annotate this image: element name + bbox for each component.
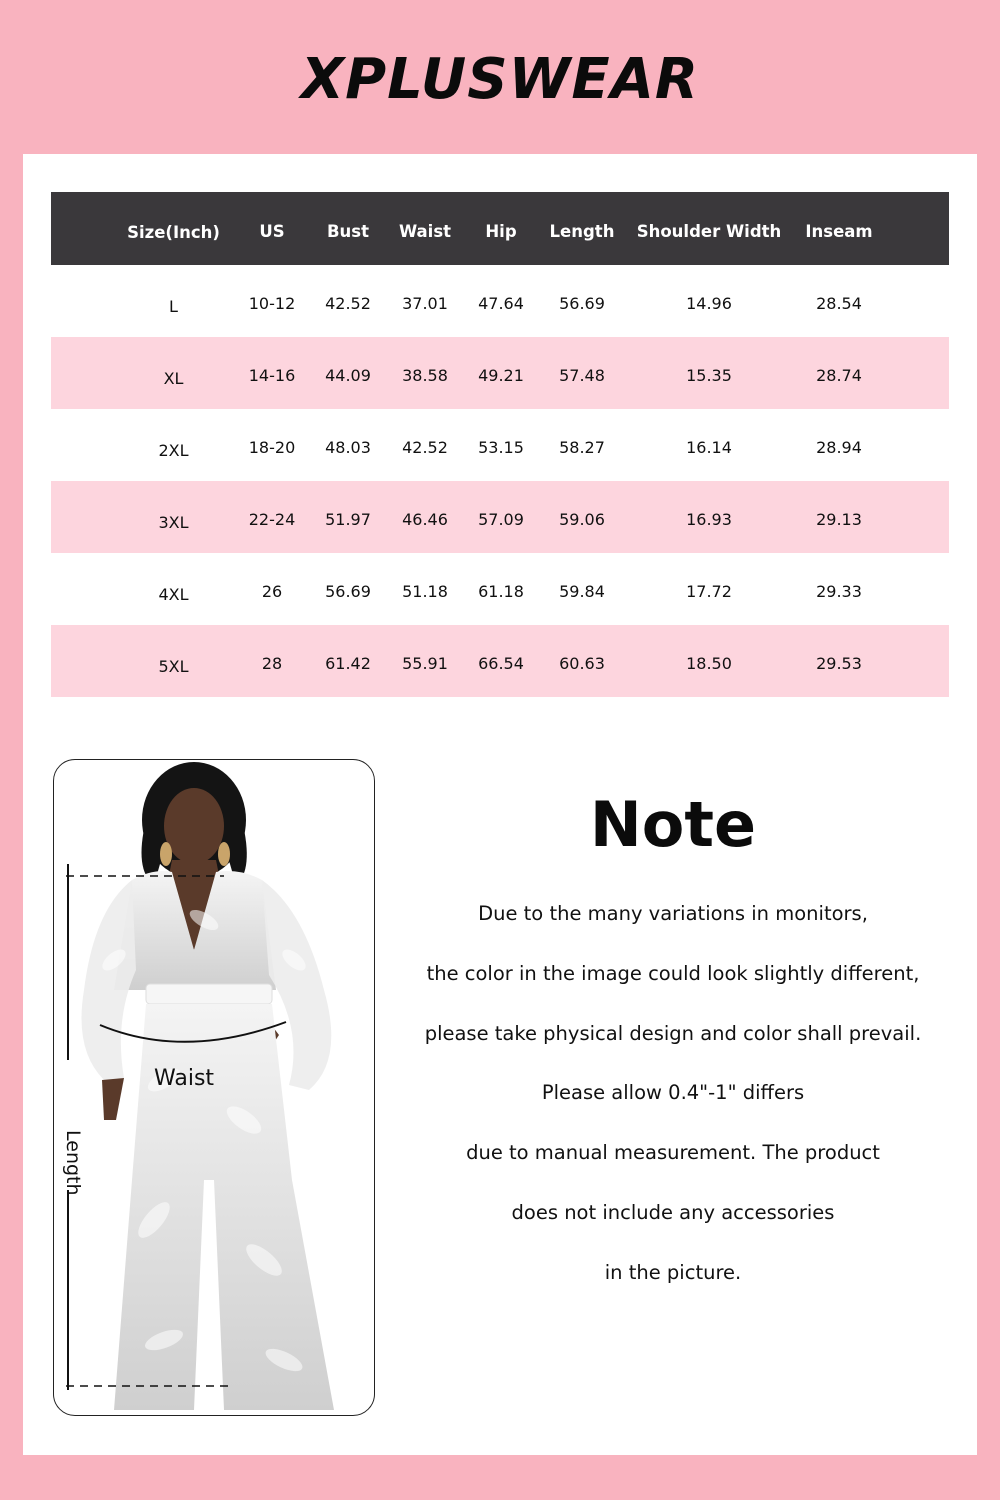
table-row bbox=[51, 337, 949, 409]
table-row bbox=[51, 481, 949, 553]
cell-waist: 51.18 bbox=[402, 582, 448, 601]
header-hip: Hip bbox=[485, 222, 517, 241]
cell-us: 14-16 bbox=[248, 366, 296, 385]
cell-waist: 42.52 bbox=[402, 438, 448, 457]
cell-shoulder-width: 16.14 bbox=[686, 438, 732, 457]
cell-shoulder-width: 15.35 bbox=[686, 366, 732, 385]
table-row bbox=[51, 625, 949, 697]
note-line: in the picture. bbox=[604, 1260, 742, 1284]
note-line: please take physical design and color shall prevail. bbox=[424, 1021, 922, 1045]
cell-waist: 46.46 bbox=[402, 510, 448, 529]
cell-bust: 44.09 bbox=[325, 366, 371, 385]
cell-hip: 61.18 bbox=[478, 582, 524, 601]
cell-size: 5XL bbox=[158, 657, 189, 676]
cell-us: 26 bbox=[261, 582, 283, 601]
cell-shoulder-width: 14.96 bbox=[686, 294, 732, 313]
cell-shoulder-width: 16.93 bbox=[686, 510, 732, 529]
cell-us: 18-20 bbox=[248, 438, 296, 457]
note-line: due to manual measurement. The product bbox=[466, 1141, 880, 1165]
cell-hip: 47.64 bbox=[478, 294, 524, 313]
cell-hip: 57.09 bbox=[478, 510, 524, 529]
cell-shoulder-width: 17.72 bbox=[686, 582, 732, 601]
cell-inseam: 29.53 bbox=[816, 654, 862, 673]
cell-inseam: 28.74 bbox=[816, 366, 862, 385]
cell-waist: 55.91 bbox=[402, 654, 448, 673]
model-photo bbox=[54, 760, 375, 1416]
cell-size: XL bbox=[163, 369, 184, 388]
cell-us: 22-24 bbox=[248, 510, 296, 529]
cell-length: 58.27 bbox=[559, 438, 605, 457]
size-chart-table bbox=[51, 192, 949, 697]
cell-inseam: 29.13 bbox=[816, 510, 862, 529]
cell-length: 57.48 bbox=[559, 366, 605, 385]
cell-length: 60.63 bbox=[559, 654, 605, 673]
length-label: Length bbox=[62, 1130, 84, 1196]
cell-size: 4XL bbox=[158, 585, 189, 604]
note-line: does not include any accessories bbox=[511, 1200, 835, 1224]
cell-hip: 49.21 bbox=[478, 366, 524, 385]
header-waist: Waist bbox=[398, 222, 452, 241]
cell-us: 28 bbox=[261, 654, 283, 673]
cell-bust: 56.69 bbox=[325, 582, 371, 601]
cell-waist: 37.01 bbox=[402, 294, 448, 313]
cell-inseam: 28.54 bbox=[816, 294, 862, 313]
note-title: Note bbox=[589, 788, 757, 861]
cell-hip: 66.54 bbox=[478, 654, 524, 673]
cell-length: 59.06 bbox=[559, 510, 605, 529]
cell-length: 59.84 bbox=[559, 582, 605, 601]
note-section bbox=[400, 788, 946, 1321]
cell-bust: 51.97 bbox=[325, 510, 371, 529]
cell-waist: 38.58 bbox=[402, 366, 448, 385]
model-measurement-card bbox=[53, 759, 375, 1416]
cell-size: 3XL bbox=[158, 513, 189, 532]
cell-size: L bbox=[169, 297, 178, 316]
cell-bust: 48.03 bbox=[325, 438, 371, 457]
cell-bust: 61.42 bbox=[325, 654, 371, 673]
header-length: Length bbox=[549, 222, 615, 241]
note-line: the color in the image could look slightly different, bbox=[426, 961, 920, 985]
header-size: Size(Inch) bbox=[127, 223, 220, 242]
brand-header bbox=[0, 48, 1000, 112]
cell-shoulder-width: 18.50 bbox=[686, 654, 732, 673]
cell-size: 2XL bbox=[158, 441, 189, 460]
table-header-row bbox=[51, 192, 949, 265]
header-bust: Bust bbox=[326, 222, 370, 241]
cell-length: 56.69 bbox=[559, 294, 605, 313]
header-shoulder-width: Shoulder Width bbox=[636, 222, 782, 241]
cell-hip: 53.15 bbox=[478, 438, 524, 457]
header-inseam: Inseam bbox=[805, 222, 873, 241]
header-us: US bbox=[259, 222, 285, 241]
waist-label: Waist bbox=[154, 1066, 215, 1091]
cell-inseam: 28.94 bbox=[816, 438, 862, 457]
table-row bbox=[51, 265, 949, 337]
cell-inseam: 29.33 bbox=[816, 582, 862, 601]
content-panel bbox=[23, 154, 977, 1455]
table-row bbox=[51, 553, 949, 625]
table-row bbox=[51, 409, 949, 481]
cell-bust: 42.52 bbox=[325, 294, 371, 313]
cell-us: 10-12 bbox=[248, 294, 296, 313]
note-line: Please allow 0.4"-1" differs bbox=[541, 1081, 805, 1105]
note-line: Due to the many variations in monitors, bbox=[478, 902, 868, 925]
brand-logo: XPLUSWEAR bbox=[300, 47, 700, 112]
